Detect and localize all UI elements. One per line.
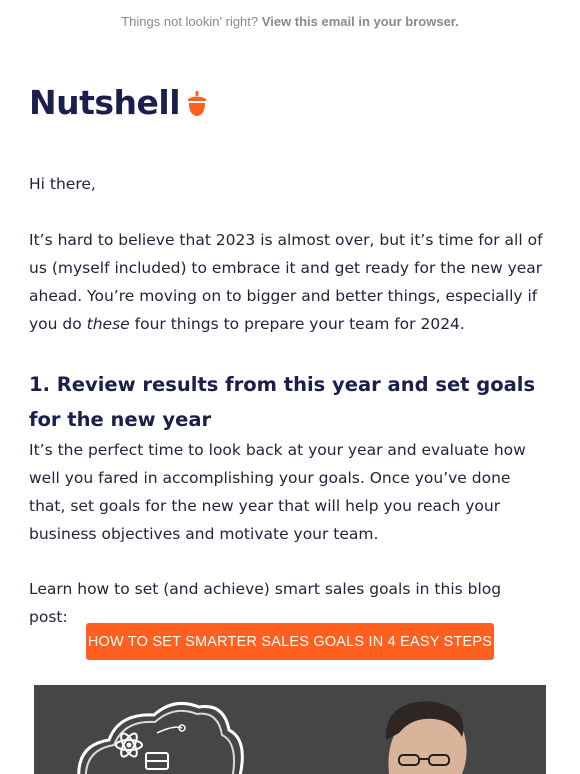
greeting: Hi there, [29,175,96,193]
hero-image[interactable] [34,685,546,774]
view-in-browser-link[interactable]: View this email in your browser. [261,14,459,29]
section-heading: 1. Review results from this year and set goals for the new year [29,373,536,431]
logo-wordmark: Nutshell [29,83,181,122]
blog-prompt: Learn how to set (and achieve) smart sales goals in this blog post: [29,580,502,626]
cta-button[interactable]: HOW TO SET SMARTER SALES GOALS IN 4 EASY STEPS [86,623,494,660]
intro-text-start: It’s hard to believe that 2023 is almost over, but it’s time for all of us (myself included) to embrace it and get ready for the new year ahead. You’re moving on to bigger and better things, especially if you do [29,231,543,333]
preheader-text: Things not lookin' right? [121,14,259,29]
intro-text-end: four things to prepare your team for 2024. [129,315,465,333]
intro-paragraph [29,226,544,338]
section-paragraph: It’s the perfect time to look back at your year and evaluate how well you fared in accomplishing your goals. Once you’ve done that, set goals for the new year that will help you reach your business objectives and motivate your team. [29,441,526,543]
nutshell-logo[interactable] [29,83,208,122]
preheader [0,14,580,29]
intro-emphasis: these [86,315,130,333]
person-photo [386,701,467,774]
acorn-icon [186,91,208,117]
hero-illustration [34,685,546,774]
